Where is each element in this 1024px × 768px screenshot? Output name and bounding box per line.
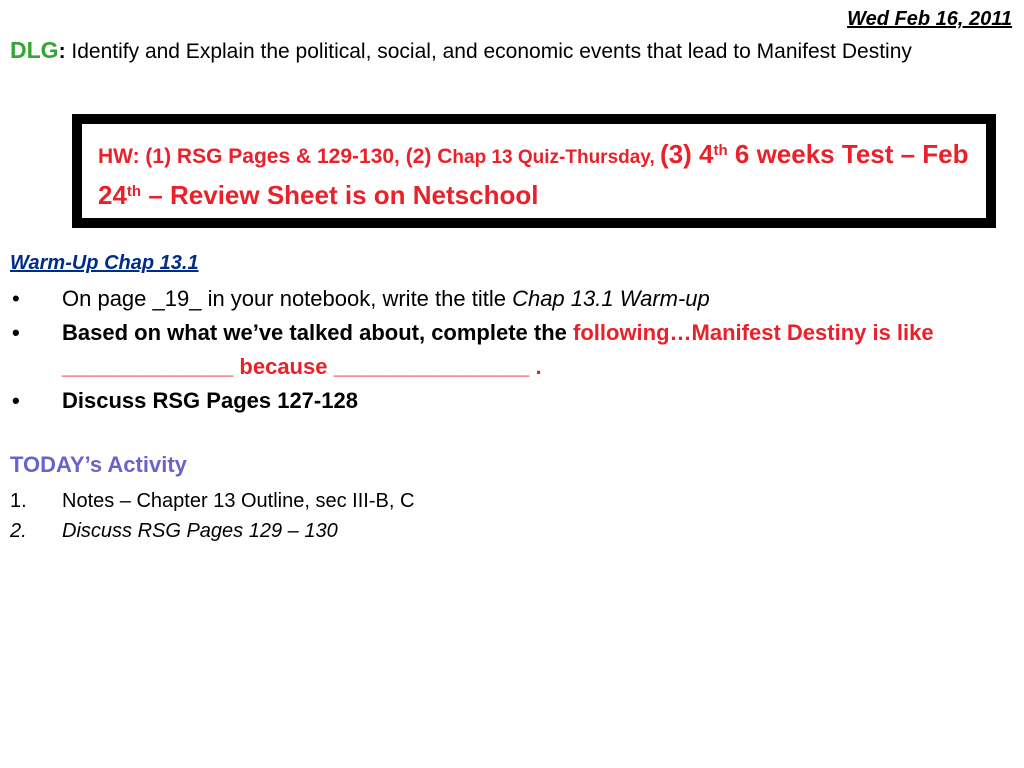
activity-item-1 <box>10 486 1010 516</box>
bullet-icon: • <box>12 388 20 413</box>
warmup-item-3 <box>10 384 1010 418</box>
warmup-list <box>10 282 1010 418</box>
warmup-item-1 <box>10 282 1010 316</box>
warmup-item-2 <box>10 316 1010 384</box>
dlg-colon: : <box>58 40 66 63</box>
warmup-item-3-text: Discuss RSG Pages 127-128 <box>62 388 358 413</box>
activity-item-2-number: 2. <box>10 520 27 542</box>
warmup-title: Warm-Up Chap 13.1 <box>10 252 199 274</box>
warmup-item-1-text: On page _19_ in your notebook, write the title <box>62 286 513 311</box>
activity-item-2 <box>10 516 1010 546</box>
warmup-item-2-red: following…Manifest Destiny is like ______________ because ________________ . <box>62 320 934 379</box>
warmup-item-2-text: Based on what we’ve talked about, complete the <box>62 320 574 345</box>
bullet-icon: • <box>12 286 20 311</box>
homework-sup1: th <box>713 141 728 159</box>
homework-box <box>72 114 996 228</box>
activity-list <box>10 486 1010 546</box>
activity-item-1-text: Notes – Chapter 13 Outline, sec III-B, C <box>62 490 415 512</box>
dlg-label: DLG <box>10 37 59 63</box>
homework-part2: hap 13 Quiz-Thursday, <box>452 147 661 168</box>
warmup-item-1-italic: Chap 13.1 Warm-up <box>512 286 710 311</box>
homework-part4: 6 weeks Test – Feb 24 <box>98 139 969 210</box>
activity-item-2-text: Discuss RSG Pages 129 – 130 <box>62 520 338 542</box>
slide-date: Wed Feb 16, 2011 <box>847 8 1012 30</box>
homework-sup2: th <box>126 182 142 200</box>
homework-text <box>98 136 976 218</box>
daily-learning-goal <box>10 36 990 66</box>
activity-title: TODAY’s Activity <box>10 452 187 477</box>
homework-part1: HW: (1) RSG Pages & 129-130, (2) C <box>98 145 453 168</box>
dlg-text: Identify and Explain the political, social, and economic events that lead to Manifest Destiny <box>65 40 912 63</box>
activity-item-1-number: 1. <box>10 490 27 512</box>
homework-part3: (3) 4 <box>660 139 714 169</box>
bullet-icon: • <box>12 320 20 345</box>
homework-part5: – Review Sheet is on Netschool <box>141 180 539 210</box>
